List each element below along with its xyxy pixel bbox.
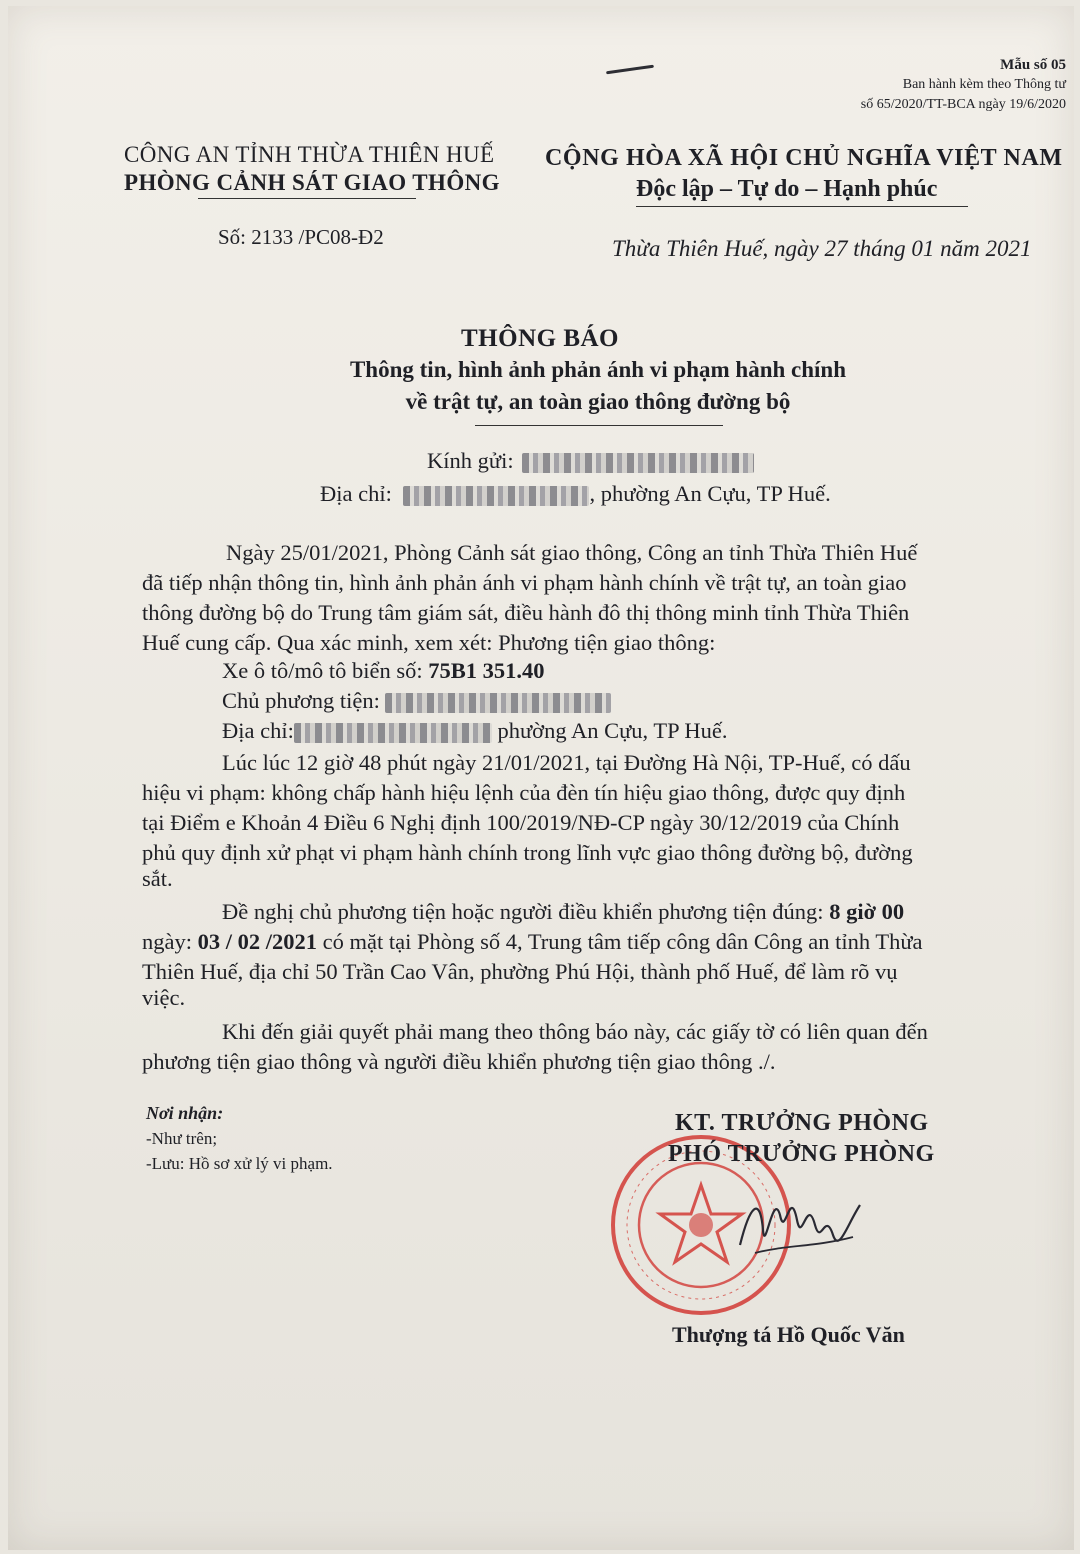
body-line: việc. (142, 985, 186, 1010)
appointment-place: có mặt tại Phòng số 4, Trung tâm tiếp công dân Công an tỉnh Thừa (317, 929, 923, 954)
appointment-time: 8 giờ 00 (829, 899, 905, 924)
body-line: đã tiếp nhận thông tin, hình ảnh phản ánh vi phạm hành chính về trật tự, an toàn giao (142, 570, 907, 595)
owner-line (222, 688, 611, 714)
body-line: Thiên Huế, địa chỉ 50 Trần Cao Vân, phường Phú Hội, thành phố Huế, để làm rõ vụ (142, 959, 898, 984)
plate-number: 75B1 351.40 (428, 658, 545, 683)
owner-address-label: Địa chỉ: (222, 718, 294, 743)
recipient-label: Kính gửi: (427, 448, 514, 473)
recipients-title: Nơi nhận: (146, 1103, 224, 1123)
document-number: Số: 2133 /PC08-Đ2 (218, 225, 384, 249)
body-line: phủ quy định xử phạt vi phạm hành chính trong lĩnh vực giao thông đường bộ, đường (142, 840, 913, 865)
owner-label: Chủ phương tiện: (222, 688, 380, 713)
body-line (142, 929, 923, 955)
signature-title-2: PHÓ TRƯỞNG PHÒNG (668, 1141, 935, 1167)
body-line: Ngày 25/01/2021, Phòng Cảnh sát giao thông, Công an tỉnh Thừa Thiên Huế (226, 540, 918, 565)
address-rest: , phường An Cựu, TP Huế. (589, 481, 831, 506)
appointment-date: 03 / 02 /2021 (197, 929, 318, 954)
body-line: sắt. (142, 866, 173, 891)
body-line: Huế cung cấp. Qua xác minh, xem xét: Phương tiện giao thông: (142, 630, 716, 655)
recipient-line (427, 448, 754, 474)
appointment-text: Đề nghị chủ phương tiện hoặc người điều khiển phương tiện đúng: (222, 899, 830, 924)
signer-name: Thượng tá Hồ Quốc Văn (672, 1322, 905, 1347)
motto-underline (636, 206, 968, 207)
body-line: tại Điểm e Khoản 4 Điều 6 Nghị định 100/2019/NĐ-CP ngày 30/12/2019 của Chính (142, 810, 900, 835)
form-number: Mẫu số 05 (1000, 57, 1066, 73)
redacted-address (403, 486, 589, 506)
doc-subtitle: về trật tự, an toàn giao thông đường bộ (405, 389, 791, 414)
org-unit: PHÒNG CẢNH SÁT GIAO THÔNG (124, 170, 500, 195)
address-label: Địa chỉ: (320, 481, 392, 506)
signature-title-1: KT. TRƯỞNG PHÒNG (675, 1110, 929, 1136)
title-underline (475, 425, 723, 426)
recipient-item: -Lưu: Hồ sơ xử lý vi phạm. (146, 1154, 333, 1173)
org-parent: CÔNG AN TỈNH THỪA THIÊN HUẾ (124, 142, 495, 167)
body-line: phương tiện giao thông và người điều khiển phương tiện giao thông ./. (142, 1049, 776, 1074)
doc-subtitle: Thông tin, hình ảnh phản ánh vi phạm hành chính (349, 357, 847, 382)
form-note (861, 55, 1066, 115)
body-line (222, 899, 904, 925)
redacted-owner-address (294, 723, 492, 743)
recipient-address-line (320, 481, 831, 507)
body-line: hiệu vi phạm: không chấp hành hiệu lệnh của đèn tín hiệu giao thông, được quy định (142, 780, 906, 805)
motto: Độc lập – Tự do – Hạnh phúc (636, 176, 938, 202)
vehicle-label: Xe ô tô/mô tô biển số: (222, 658, 429, 683)
vehicle-line (222, 658, 545, 684)
redacted-name (522, 453, 754, 473)
org-underline (198, 198, 416, 199)
place-date: Thừa Thiên Huế, ngày 27 tháng 01 năm 2021 (612, 236, 1032, 261)
body-line: Khi đến giải quyết phải mang theo thông báo này, các giấy tờ có liên quan đến (222, 1019, 928, 1044)
doc-title: THÔNG BÁO (461, 325, 619, 352)
form-note-line: Ban hành kèm theo Thông tư (902, 77, 1066, 92)
body-line: Lúc lúc 12 giờ 48 phút ngày 21/01/2021, tại Đường Hà Nội, TP-Huế, có dấu (222, 750, 911, 775)
nation-title: CỘNG HÒA XÃ HỘI CHỦ NGHĨA VIỆT NAM (545, 145, 1063, 171)
owner-address-rest: phường An Cựu, TP Huế. (491, 718, 728, 743)
signature-mark (735, 1175, 865, 1270)
recipient-item: -Như trên; (146, 1129, 218, 1148)
redacted-owner (385, 693, 611, 713)
body-line: thông đường bộ do Trung tâm giám sát, điều hành đô thị thông minh tỉnh Thừa Thiên (142, 600, 910, 625)
appointment-day-label: ngày: (142, 929, 198, 954)
owner-address-line (222, 718, 728, 744)
form-note-line: số 65/2020/TT-BCA ngày 19/6/2020 (860, 97, 1066, 112)
